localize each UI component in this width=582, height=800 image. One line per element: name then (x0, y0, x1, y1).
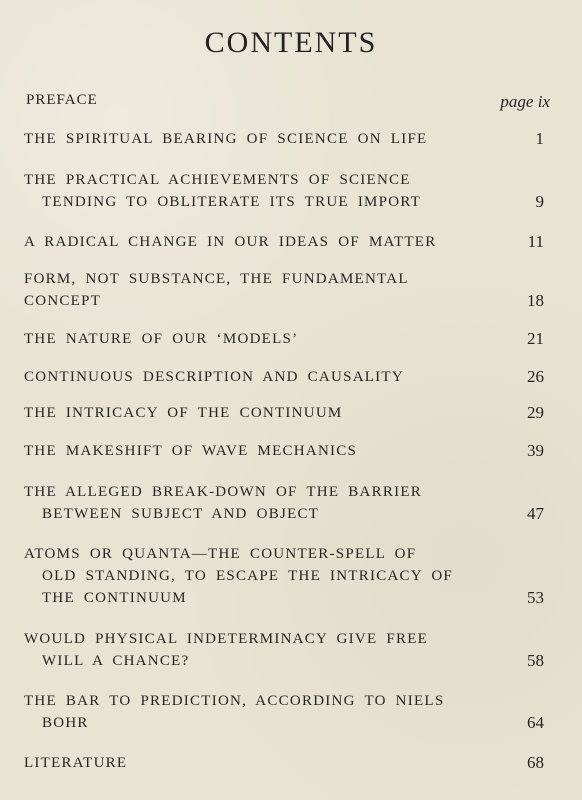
toc-entry-title-continued: CONCEPT (24, 293, 102, 309)
toc-entry-title: THE BAR TO PREDICTION, ACCORDING TO NIELS (24, 693, 445, 709)
toc-entry-page: 68 (527, 753, 544, 772)
toc-entry (24, 328, 544, 350)
page-title: CONTENTS (204, 26, 378, 59)
toc-entry (24, 690, 544, 734)
toc-entry-title: THE ALLEGED BREAK-DOWN OF THE BARRIER (24, 484, 423, 500)
toc-entry-title-continued: WILL A CHANCE? (42, 653, 190, 669)
toc-entry-title: THE SPIRITUAL BEARING OF SCIENCE ON LIFE (24, 131, 428, 147)
toc-entry-page: 39 (527, 441, 544, 460)
toc-entry-title-continued: BETWEEN SUBJECT AND OBJECT (42, 506, 320, 522)
toc-entry-page: 26 (527, 367, 544, 386)
toc-entry (24, 268, 544, 312)
preface-label: PREFACE (26, 92, 98, 108)
toc-entry-page: 64 (527, 713, 544, 732)
toc-entry-title: THE PRACTICAL ACHIEVEMENTS OF SCIENCE (24, 172, 411, 188)
toc-entry (24, 440, 544, 462)
toc-entry-title: ATOMS OR QUANTA—THE COUNTER-SPELL OF (24, 546, 417, 562)
toc-entry-title: THE NATURE OF OUR ‘MODELS’ (24, 331, 299, 347)
toc-entry (24, 543, 544, 609)
toc-entry-page: 1 (535, 129, 544, 148)
preface-page-number: page ix (500, 92, 550, 111)
toc-entry-page: 53 (527, 588, 544, 607)
toc-entry (24, 231, 544, 253)
toc-entry-title: THE INTRICACY OF THE CONTINUUM (24, 405, 343, 421)
toc-entry-page: 29 (527, 403, 544, 422)
toc-entry (24, 402, 544, 424)
toc-entry-title: A RADICAL CHANGE IN OUR IDEAS OF MATTER (24, 234, 437, 250)
toc-entry-page: 58 (527, 651, 544, 670)
toc-entry-title: WOULD PHYSICAL INDETERMINACY GIVE FREE (24, 631, 429, 647)
toc-entry (24, 366, 544, 388)
toc-entry (24, 752, 544, 774)
toc-entry-page: 11 (527, 232, 544, 251)
toc-entry-title: THE MAKESHIFT OF WAVE MECHANICS (24, 443, 358, 459)
toc-entry-title: LITERATURE (24, 755, 128, 771)
toc-entry-title-continued: OLD STANDING, TO ESCAPE THE INTRICACY OF (42, 568, 454, 584)
toc-entry-title-continued: THE CONTINUUM (42, 590, 187, 606)
toc-entry-page: 9 (535, 192, 544, 211)
toc-entry-title: FORM, NOT SUBSTANCE, THE FUNDAMENTAL (24, 271, 409, 287)
toc-entry (24, 128, 544, 150)
toc-entry-title: CONTINUOUS DESCRIPTION AND CAUSALITY (24, 369, 404, 385)
toc-entry-page: 47 (527, 504, 544, 523)
toc-entry-page: 18 (527, 291, 544, 310)
toc-entry-page: 21 (527, 329, 544, 348)
toc-entry-title-continued: BOHR (42, 715, 89, 731)
toc-entry (24, 628, 544, 672)
toc-entry (24, 481, 544, 525)
toc-entry (24, 169, 544, 213)
toc-entry-title-continued: TENDING TO OBLITERATE ITS TRUE IMPORT (42, 194, 422, 210)
